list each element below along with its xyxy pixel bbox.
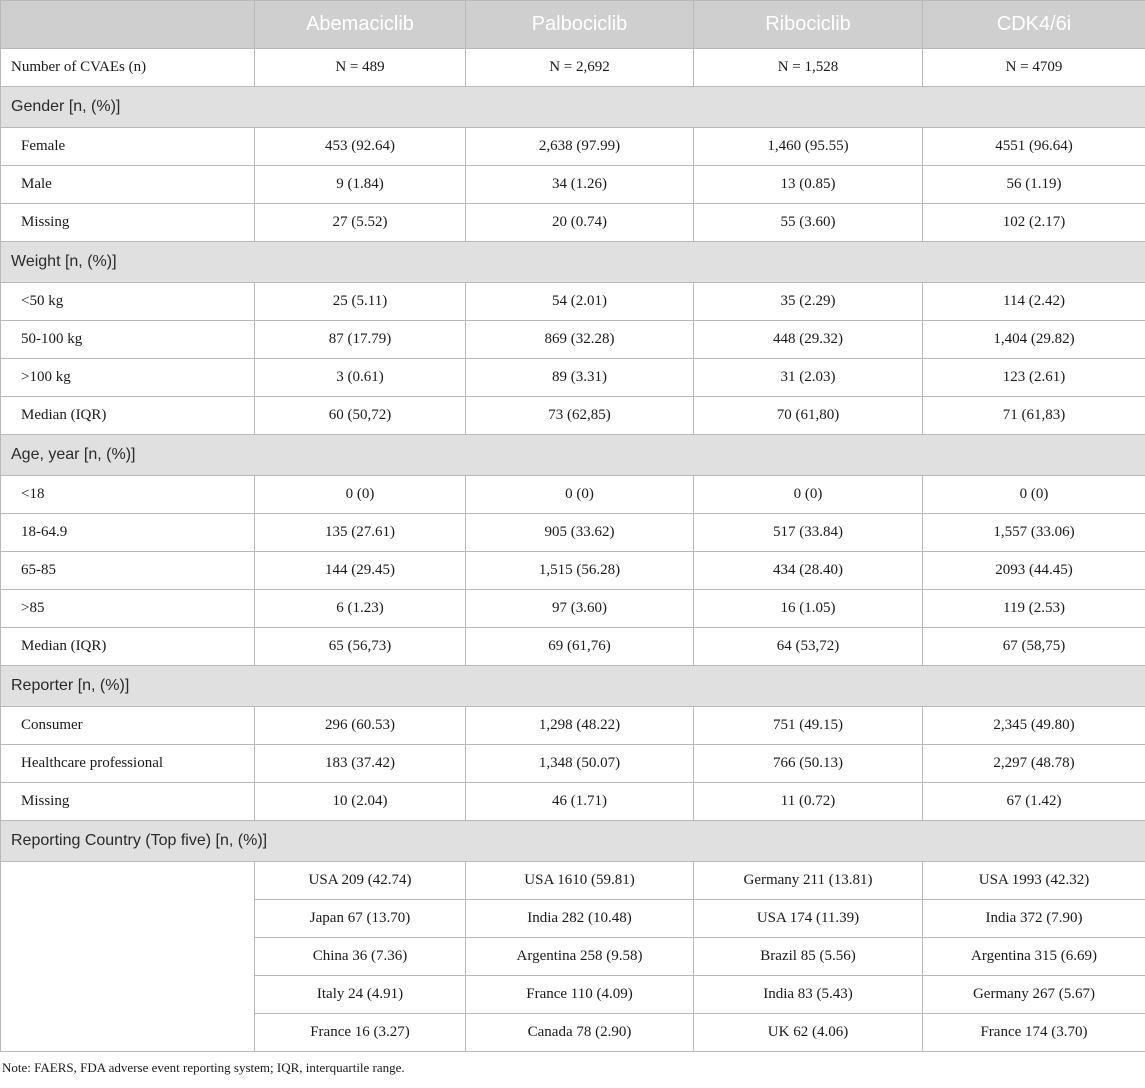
cell: 34 (1.26): [466, 166, 694, 204]
cell: Japan 67 (13.70): [255, 900, 466, 938]
cell: 0 (0): [466, 476, 694, 514]
cell: 67 (1.42): [923, 783, 1145, 821]
row-label: Median (IQR): [1, 397, 255, 435]
cell: 517 (33.84): [694, 514, 923, 552]
row-label: Female: [1, 128, 255, 166]
row-label: Median (IQR): [1, 628, 255, 666]
section-title: Age, year [n, (%)]: [1, 435, 1145, 476]
cell: India 282 (10.48): [466, 900, 694, 938]
row-label: Male: [1, 166, 255, 204]
cell: 434 (28.40): [694, 552, 923, 590]
row-label: Missing: [1, 783, 255, 821]
cell: 766 (50.13): [694, 745, 923, 783]
table-row: [1, 128, 1145, 166]
cell: N = 2,692: [466, 49, 694, 87]
cell: UK 62 (4.06): [694, 1014, 923, 1052]
cell: 10 (2.04): [255, 783, 466, 821]
header-row: [1, 1, 1145, 49]
section-title: Reporter [n, (%)]: [1, 666, 1145, 707]
table-row: [1, 321, 1145, 359]
row-label: 65-85: [1, 552, 255, 590]
cell: 31 (2.03): [694, 359, 923, 397]
cell: Germany 211 (13.81): [694, 862, 923, 900]
header-abemaciclib: Abemaciclib: [255, 1, 466, 49]
row-label: 18-64.9: [1, 514, 255, 552]
table-row: [1, 166, 1145, 204]
section-weight: [1, 242, 1145, 283]
row-label: <50 kg: [1, 283, 255, 321]
table-footnote: Note: FAERS, FDA adverse event reporting system; IQR, interquartile range.: [2, 1060, 405, 1075]
cell: 64 (53,72): [694, 628, 923, 666]
cell: China 36 (7.36): [255, 938, 466, 976]
cell: 144 (29.45): [255, 552, 466, 590]
cell: 67 (58,75): [923, 628, 1145, 666]
cell: 3 (0.61): [255, 359, 466, 397]
section-country: [1, 821, 1145, 862]
cell: USA 209 (42.74): [255, 862, 466, 900]
cell: 87 (17.79): [255, 321, 466, 359]
cell: 1,460 (95.55): [694, 128, 923, 166]
cell: 35 (2.29): [694, 283, 923, 321]
cell: 55 (3.60): [694, 204, 923, 242]
table-row: [1, 476, 1145, 514]
cell: 0 (0): [255, 476, 466, 514]
table-row: [1, 204, 1145, 242]
cell: India 83 (5.43): [694, 976, 923, 1014]
cell: France 174 (3.70): [923, 1014, 1145, 1052]
table-row: [1, 49, 1145, 87]
row-label: <18: [1, 476, 255, 514]
header-ribociclib: Ribociclib: [694, 1, 923, 49]
cell: 869 (32.28): [466, 321, 694, 359]
cell: 25 (5.11): [255, 283, 466, 321]
section-title: Reporting Country (Top five) [n, (%)]: [1, 821, 1145, 862]
cell: USA 1993 (42.32): [923, 862, 1145, 900]
section-title: Gender [n, (%)]: [1, 87, 1145, 128]
cell: 70 (61,80): [694, 397, 923, 435]
cell: 751 (49.15): [694, 707, 923, 745]
cell: 89 (3.31): [466, 359, 694, 397]
cell: 448 (29.32): [694, 321, 923, 359]
cell: 1,298 (48.22): [466, 707, 694, 745]
row-label: >85: [1, 590, 255, 628]
table-row: [1, 359, 1145, 397]
cell: Germany 267 (5.67): [923, 976, 1145, 1014]
table-row: [1, 745, 1145, 783]
cell: 119 (2.53): [923, 590, 1145, 628]
table-row: [1, 552, 1145, 590]
cell: 135 (27.61): [255, 514, 466, 552]
cell: 2093 (44.45): [923, 552, 1145, 590]
cell: 97 (3.60): [466, 590, 694, 628]
cell: 183 (37.42): [255, 745, 466, 783]
cell: USA 1610 (59.81): [466, 862, 694, 900]
cell: India 372 (7.90): [923, 900, 1145, 938]
cell: Canada 78 (2.90): [466, 1014, 694, 1052]
cell: 46 (1.71): [466, 783, 694, 821]
cell: 4551 (96.64): [923, 128, 1145, 166]
cell: 1,348 (50.07): [466, 745, 694, 783]
cell: N = 1,528: [694, 49, 923, 87]
cell: N = 4709: [923, 49, 1145, 87]
cell: 9 (1.84): [255, 166, 466, 204]
header-blank: [1, 1, 255, 49]
cell: 1,515 (56.28): [466, 552, 694, 590]
cell: 123 (2.61): [923, 359, 1145, 397]
table-row: [1, 783, 1145, 821]
cell: N = 489: [255, 49, 466, 87]
header-palbociclib: Palbociclib: [466, 1, 694, 49]
blank-cell: [1, 862, 255, 1052]
row-label: Missing: [1, 204, 255, 242]
row-label: Number of CVAEs (n): [1, 49, 255, 87]
section-gender: [1, 87, 1145, 128]
cell: 296 (60.53): [255, 707, 466, 745]
table-row: [1, 514, 1145, 552]
cell: 11 (0.72): [694, 783, 923, 821]
row-label: Healthcare professional: [1, 745, 255, 783]
cell: 1,557 (33.06): [923, 514, 1145, 552]
cell: 65 (56,73): [255, 628, 466, 666]
cell: 114 (2.42): [923, 283, 1145, 321]
cell: 69 (61,76): [466, 628, 694, 666]
table-row: [1, 628, 1145, 666]
cell: 27 (5.52): [255, 204, 466, 242]
row-label: >100 kg: [1, 359, 255, 397]
table-row: [1, 590, 1145, 628]
cell: 73 (62,85): [466, 397, 694, 435]
cell: 453 (92.64): [255, 128, 466, 166]
row-label: Consumer: [1, 707, 255, 745]
table-row: [1, 862, 1145, 900]
table-row: [1, 707, 1145, 745]
cell: 71 (61,83): [923, 397, 1145, 435]
cell: 102 (2.17): [923, 204, 1145, 242]
cell: Brazil 85 (5.56): [694, 938, 923, 976]
section-reporter: [1, 666, 1145, 707]
cell: France 110 (4.09): [466, 976, 694, 1014]
cell: France 16 (3.27): [255, 1014, 466, 1052]
cell: 0 (0): [923, 476, 1145, 514]
cell: 2,297 (48.78): [923, 745, 1145, 783]
cell: 1,404 (29.82): [923, 321, 1145, 359]
section-title: Weight [n, (%)]: [1, 242, 1145, 283]
cell: USA 174 (11.39): [694, 900, 923, 938]
cell: 60 (50,72): [255, 397, 466, 435]
cell: 2,638 (97.99): [466, 128, 694, 166]
cell: 905 (33.62): [466, 514, 694, 552]
cell: 0 (0): [694, 476, 923, 514]
cell: Argentina 258 (9.58): [466, 938, 694, 976]
cell: 54 (2.01): [466, 283, 694, 321]
cell: Italy 24 (4.91): [255, 976, 466, 1014]
cell: 20 (0.74): [466, 204, 694, 242]
cell: 2,345 (49.80): [923, 707, 1145, 745]
cell: 56 (1.19): [923, 166, 1145, 204]
cell: 16 (1.05): [694, 590, 923, 628]
row-label: 50-100 kg: [1, 321, 255, 359]
cell: 13 (0.85): [694, 166, 923, 204]
table-row: [1, 283, 1145, 321]
section-age: [1, 435, 1145, 476]
table-row: [1, 397, 1145, 435]
header-cdk46i: CDK4/6i: [923, 1, 1145, 49]
cell: Argentina 315 (6.69): [923, 938, 1145, 976]
cell: 6 (1.23): [255, 590, 466, 628]
